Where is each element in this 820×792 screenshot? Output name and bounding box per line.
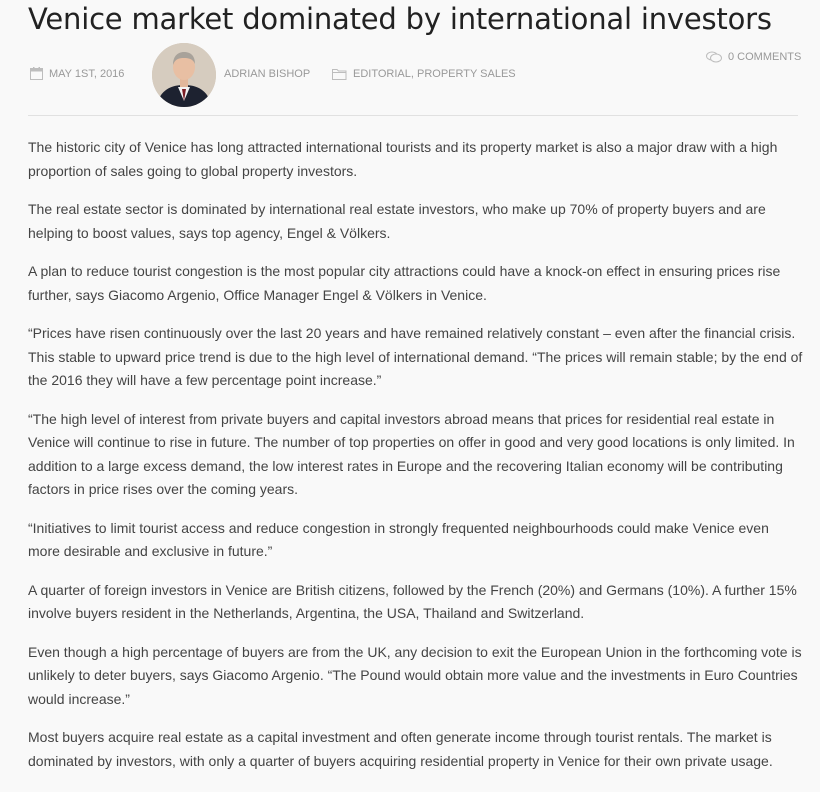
article-paragraph: Even though a high percentage of buyers are from the UK, any decision to exit the European Union in the forthcoming vote is unlikely to deter buyers, says Giacomo Argenio. “The Pound would obtain more value and the investments in Euro Countries would increase.” xyxy=(28,643,802,707)
post-author-name[interactable]: ADRIAN BISHOP xyxy=(224,68,311,80)
post-author[interactable] xyxy=(224,68,310,80)
article-paragraph: “Initiatives to limit tourist access and reduce congestion in strongly frequented neighbourhoods could make Venice even more desirable and exclusive in future.” xyxy=(28,519,769,559)
post-comments-count[interactable]: 0 COMMENTS xyxy=(728,51,802,63)
comments-icon xyxy=(706,51,722,63)
article-meta xyxy=(0,51,820,120)
calendar-icon xyxy=(30,67,43,80)
folder-icon xyxy=(332,68,347,80)
author-portrait xyxy=(152,43,216,107)
article-paragraph: The historic city of Venice has long attracted international tourists and its property market is also a major draw with a high proportion of sales going to global property investors. xyxy=(28,139,778,179)
meta-divider xyxy=(28,115,798,116)
post-categories xyxy=(332,68,516,80)
post-date-text: MAY 1ST, 2016 xyxy=(49,67,125,80)
author-avatar[interactable] xyxy=(152,43,216,107)
post-comments[interactable] xyxy=(706,51,801,63)
article-body xyxy=(28,136,804,788)
post-categories-link[interactable]: EDITORIAL, PROPERTY SALES xyxy=(353,68,516,80)
post-date xyxy=(30,67,124,80)
article-title: Venice market dominated by international investors xyxy=(28,2,772,36)
article-paragraph: “Prices have risen continuously over the last 20 years and have remained relatively constant – even after the financial crisis. This stable to upward price trend is due to the high level of international demand. “The prices will remain stable; by the end of the 2016 they will have a few percentage point increase.” xyxy=(28,325,803,388)
article-paragraph: Most buyers acquire real estate as a capital investment and often generate income through tourist rentals. The market is dominated by investors, with only a quarter of buyers acquiring residential property in Venice for their own private usage. xyxy=(28,729,773,769)
article-paragraph: A plan to reduce tourist congestion is the most popular city attractions could have a knock-on effect in ensuring prices rise further, says Giacomo Argenio, Office Manager Engel & Völkers in Venice. xyxy=(28,263,781,303)
article-paragraph: A quarter of foreign investors in Venice are British citizens, followed by the French (20%) and Germans (10%). A further 15% involve buyers resident in the Netherlands, Argentina, the USA, Thailand and Switzerland. xyxy=(28,581,797,621)
article-paragraph: “The high level of interest from private buyers and capital investors abroad means that prices for residential real estate in Venice will continue to rise in future. The number of top properties on offer in good and very good locations is only limited. In addition to a large excess demand, the low interest rates in Europe and the recovering Italian economy will be contributing factors in price rises over the coming years. xyxy=(28,410,795,497)
article-paragraph: The real estate sector is dominated by international real estate investors, who make up 70% of property buyers and are helping to boost values, says top agency, Engel & Völkers. xyxy=(28,201,766,241)
